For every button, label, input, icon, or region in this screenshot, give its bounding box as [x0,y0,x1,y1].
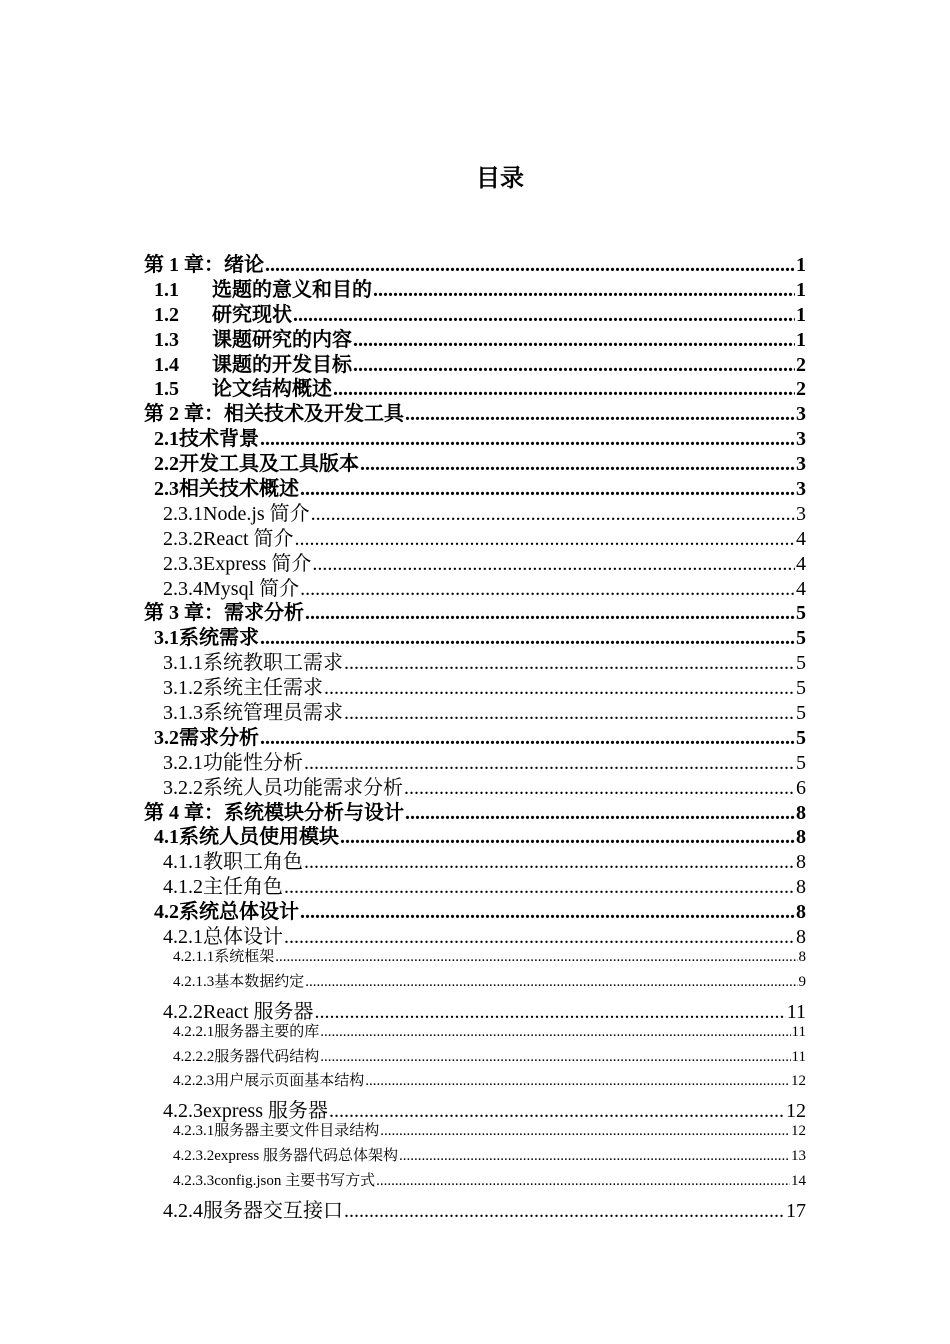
toc-dot-leader [300,478,795,501]
toc-page-number: 5 [796,652,806,675]
toc-dot-leader [315,1001,786,1024]
toc-entry-text: 用户展示页面基本结构 [214,1073,365,1090]
toc-page-number: 1 [796,278,806,301]
toc-entry-label [173,1045,319,1066]
toc-page-number: 5 [796,702,806,725]
toc-entry-number: 1.4 [154,353,179,376]
toc-page-number: 5 [796,726,806,749]
toc-entry-number: 4.1.1 [163,851,203,874]
toc-page-number: 3 [796,428,806,451]
toc-page-number: 17 [786,1199,806,1222]
toc-entry-number: 3.1 [154,627,179,650]
toc-entry-text: 绪论 [224,254,264,276]
table-of-contents [144,248,806,1222]
toc-entry-number: 3.1.1 [163,652,203,675]
toc-dot-leader [404,777,795,800]
toc-entry-number: 第 4 章： [144,801,224,824]
toc-entry-label [173,1020,319,1041]
toc-entry[interactable] [144,1045,806,1070]
toc-dot-leader [304,851,795,874]
toc-page-number: 12 [791,1123,806,1140]
toc-page-number: 6 [796,776,806,799]
toc-entry-text: 系统教职工需求 [203,652,343,675]
toc-entry-text: 选题的意义和目的 [212,278,372,301]
toc-entry-number: 2.3 [154,478,179,501]
toc-page-number: 3 [796,403,806,426]
toc-entry-number: 4.2.2.3 [173,1073,215,1090]
toc-dot-leader [284,876,795,899]
toc-page-number: 1 [796,328,806,351]
toc-dot-leader [300,578,795,601]
toc-entry-number: 第 1 章： [144,254,224,276]
toc-dot-leader [373,279,795,302]
toc-entry-label [173,945,274,966]
toc-entry-number: 4.2.2 [163,1000,203,1023]
toc-page-number: 3 [796,453,806,476]
toc-dot-leader [311,503,795,526]
toc-entry-number: 3.2.2 [163,776,203,799]
toc-page-number: 11 [791,1023,806,1040]
toc-entry-number: 1.1 [154,278,179,301]
toc-dot-leader [353,329,795,352]
toc-entry-number: 3.2 [154,726,179,749]
toc-entry-text: Mysql 简介 [203,577,300,600]
toc-entry[interactable] [144,1144,806,1169]
toc-entry-text: 系统总体设计 [179,901,299,924]
toc-dot-leader [340,826,795,849]
toc-entry-number: 2.3.4 [163,577,203,600]
toc-entry-text: 主任角色 [203,876,283,899]
toc-entry-number: 1.3 [154,328,179,351]
toc-dot-leader [399,1148,790,1165]
toc-page-number: 2 [796,378,806,401]
toc-entry-text: 相关技术概述 [179,478,299,501]
toc-dot-leader [300,901,795,924]
toc-entry-text: express 服务器代码总体架构 [214,1148,398,1165]
toc-page-number: 8 [796,851,806,874]
toc-entry-number: 2.3.3 [163,552,203,575]
toc-entry-text: 系统主任需求 [203,677,323,700]
toc-page-number: 8 [796,826,806,849]
toc-entry-number: 1.2 [154,303,179,326]
toc-page-number: 12 [786,1100,806,1123]
toc-entry-number: 1.5 [154,378,179,401]
toc-entry[interactable] [144,248,806,276]
toc-entry-text: 系统模块分析与设计 [224,801,404,824]
page-title: 目录 [476,164,524,192]
toc-entry[interactable] [144,945,806,970]
toc-page-number: 1 [796,303,806,326]
toc-dot-leader [312,553,795,576]
toc-entry[interactable] [144,1169,806,1194]
toc-dot-leader [293,304,795,327]
toc-entry-text: Express 简介 [203,552,312,575]
toc-entry-number: 4.2.3.2 [173,1148,215,1165]
toc-entry-number: 4.2.1 [163,926,203,949]
toc-page-number: 8 [796,801,806,824]
toc-page-number: 4 [796,577,806,600]
toc-entry-number: 4.2.3.3 [173,1172,215,1189]
toc-entry-text: 开发工具及工具版本 [179,453,359,476]
toc-entry-number: 4.2.3.1 [173,1123,215,1140]
toc-entry-number: 第 2 章： [144,403,224,426]
toc-entry[interactable] [144,1194,806,1222]
toc-dot-leader [320,1049,790,1066]
toc-entry-label [173,1169,375,1190]
toc-page-number: 13 [791,1148,806,1165]
toc-entry-number: 4.2.2.1 [173,1023,215,1040]
toc-dot-leader [365,1073,790,1090]
toc-entry-text: 需求分析 [179,726,259,749]
toc-dot-leader [284,926,795,949]
toc-page-number: 5 [796,751,806,774]
toc-page-number: 8 [796,876,806,899]
toc-entry-text: 系统需求 [179,627,259,650]
toc-entry-label [173,970,304,991]
toc-page-number: 9 [798,973,806,990]
toc-entry[interactable] [144,1020,806,1045]
toc-entry-text: 总体设计 [203,926,283,949]
toc-page-number: 5 [796,627,806,650]
toc-page-number: 11 [791,1048,806,1065]
toc-entry-label [163,1194,343,1223]
toc-entry-text: 服务器代码结构 [214,1048,320,1065]
toc-entry-label [173,1144,398,1165]
toc-dot-leader [405,403,795,426]
toc-entry-number: 4.1 [154,826,179,849]
toc-page-number: 2 [796,353,806,376]
toc-entry-number: 4.1.2 [163,876,203,899]
toc-entry[interactable] [144,970,806,995]
toc-entry-number: 4.2 [154,901,179,924]
toc-dot-leader [353,354,795,377]
toc-entry-number: 4.2.1.1 [173,948,215,965]
toc-entry[interactable] [144,1069,806,1094]
toc-entry-text: 系统管理员需求 [203,702,343,725]
toc-page-number: 3 [796,502,806,525]
toc-dot-leader [405,802,795,825]
toc-entry-text: 相关技术及开发工具 [224,403,404,426]
toc-dot-leader [305,602,795,625]
toc-entry-text: 课题研究的内容 [212,328,352,351]
toc-entry[interactable] [144,1119,806,1144]
toc-entry-number: 3.1.2 [163,677,203,700]
toc-entry-text: express 服务器 [203,1100,328,1123]
toc-entry-text: 研究现状 [212,303,292,326]
toc-entry-text: 需求分析 [224,602,304,625]
toc-dot-leader [275,949,797,966]
toc-entry[interactable] [144,1094,806,1123]
toc-page-number: 4 [796,527,806,550]
toc-entry-text: 服务器交互接口 [203,1199,343,1222]
toc-entry-number: 2.2 [154,453,179,476]
toc-page-number: 8 [796,926,806,949]
toc-entry-number: 2.3.2 [163,527,203,550]
toc-dot-leader [380,1123,790,1140]
toc-dot-leader [320,1024,790,1041]
toc-entry-number: 3.2.1 [163,751,203,774]
toc-entry-number: 4.2.3 [163,1100,203,1123]
toc-dot-leader [260,727,795,750]
toc-dot-leader [360,453,795,476]
toc-dot-leader [344,1200,785,1223]
toc-page-number: 1 [796,254,806,276]
toc-dot-leader [329,1100,785,1123]
toc-entry-text: React 服务器 [203,1000,314,1023]
toc-entry-number: 第 3 章： [144,602,224,625]
toc-page-number: 11 [786,1000,806,1023]
toc-entry-text: 系统框架 [214,948,275,965]
toc-page-number: 12 [791,1073,806,1090]
toc-entry-text: 服务器主要文件目录结构 [214,1123,380,1140]
toc-entry-number: 4.2.4 [163,1199,203,1222]
toc-entry-text: 基本数据约定 [214,973,305,990]
toc-entry[interactable] [144,995,806,1023]
toc-dot-leader [324,677,795,700]
toc-entry-text: 技术背景 [179,428,259,451]
toc-entry-label [173,1119,379,1140]
toc-entry-number: 2.1 [154,428,179,451]
toc-entry-label [173,1069,364,1090]
toc-entry-text: React 简介 [203,527,294,550]
toc-dot-leader [295,528,795,551]
toc-page-number: 4 [796,552,806,575]
toc-page-number: 3 [796,478,806,501]
toc-page-number: 8 [796,901,806,924]
toc-entry-number: 4.2.1.3 [173,973,215,990]
toc-entry-number: 4.2.2.2 [173,1048,215,1065]
toc-dot-leader [344,702,795,725]
toc-entry-text: 教职工角色 [203,851,303,874]
toc-entry-text: config.json 主要书写方式 [214,1172,376,1189]
toc-entry-text: 课题的开发目标 [212,353,352,376]
toc-entry-text: 服务器主要的库 [214,1023,320,1040]
toc-entry-text: 论文结构概述 [212,378,332,401]
toc-page-number: 8 [798,948,806,965]
toc-dot-leader [344,652,795,675]
toc-page-number: 5 [796,602,806,625]
toc-dot-leader [376,1173,790,1190]
toc-entry-text: 功能性分析 [203,751,303,774]
toc-entry-text: 系统人员使用模块 [179,826,339,849]
toc-dot-leader [305,974,797,991]
toc-page-number: 5 [796,677,806,700]
toc-entry-text: Node.js 简介 [203,502,310,525]
toc-entry-text: 系统人员功能需求分析 [203,776,403,799]
toc-page-number: 14 [791,1172,806,1189]
toc-entry-number: 2.3.1 [163,502,203,525]
toc-entry-number: 3.1.3 [163,702,203,725]
